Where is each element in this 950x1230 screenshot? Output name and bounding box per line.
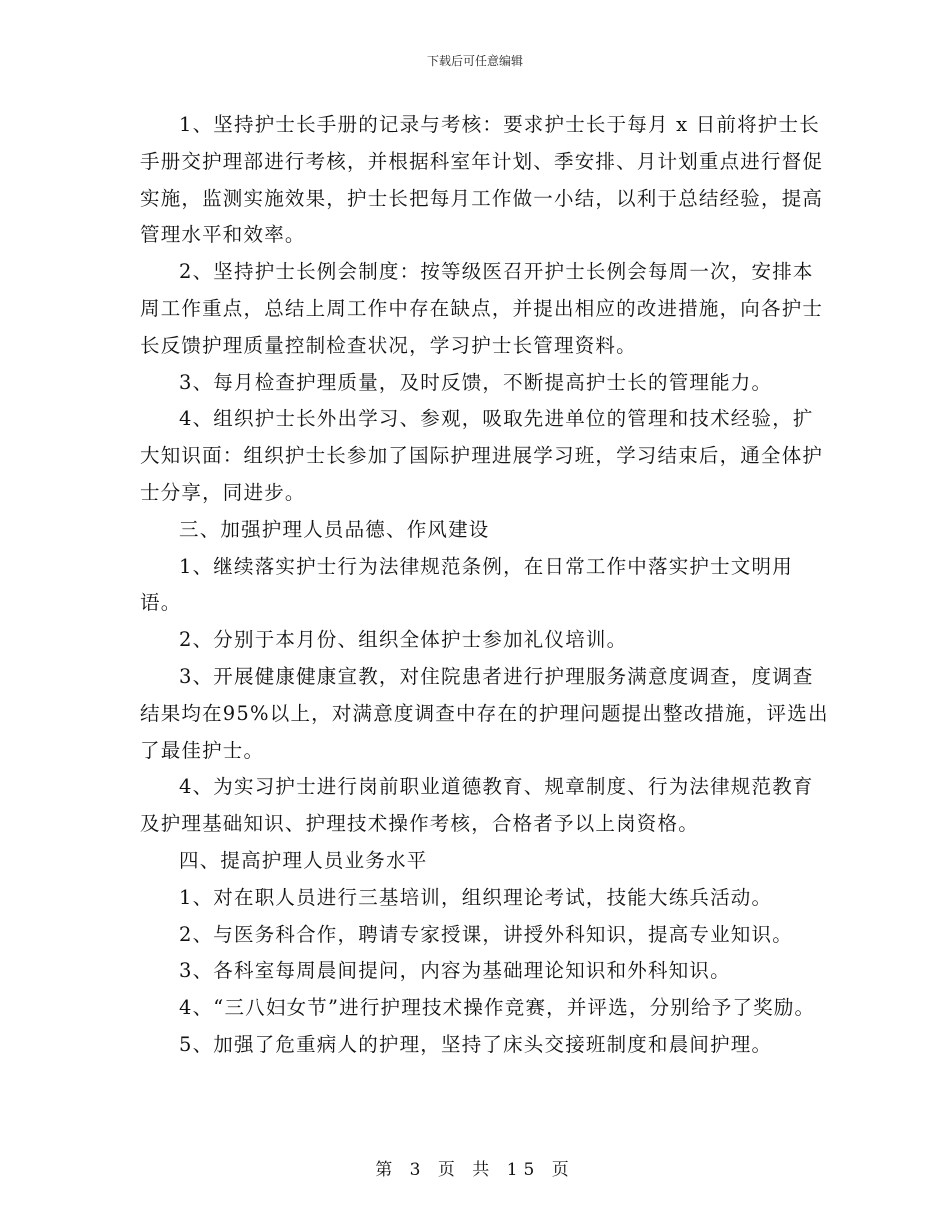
document-body xyxy=(140,107,830,1064)
paragraph: 2、坚持护士长例会制度：按等级医召开护士长例会每周一次，安排本周工作重点，总结上周工作中存在缺点，并提出相应的改进措施，向各护士长反馈护理质量控制检查状况，学习护士长管理资料。 xyxy=(140,260,824,357)
paragraph: 5、加强了危重病人的护理，坚持了床头交接班制度和晨间护理。 xyxy=(179,1032,773,1056)
paragraph: 2、与医务科合作，聘请专家授课，讲授外科知识，提高专业知识。 xyxy=(179,922,793,946)
paragraph: 4、组织护士长外出学习、参观，吸取先进单位的管理和技术经验，扩大知识面：组织护士长参加了国际护理进展学习班，学习结束后，通全体护士分享，同进步。 xyxy=(140,407,824,504)
paragraph: 4、为实习护士进行岗前职业道德教育、规章制度、行为法律规范教育及护理基础知识、护理技术操作考核，合格者予以上岗资格。 xyxy=(140,775,814,836)
paragraph: 3、开展健康健康宣教，对住院患者进行护理服务满意度调查，度调查结果均在95%以上，对满意度调查中存在的护理问题提出整改措施，评选出了最佳护士。 xyxy=(140,664,829,762)
paragraph: 1、坚持护士长手册的记录与考核：要求护士长于每月 x 日前将护士长手册交护理部进行考核，并根据科室年计划、季安排、月计划重点进行督促实施，监测实施效果，护士长把每月工作做一小结，以利于总结经验，提高管理水平和效率。 xyxy=(140,113,824,247)
page-header: 下载后可任意编辑 xyxy=(426,54,523,68)
section-heading: 四、提高护理人员业务水平 xyxy=(179,848,428,872)
paragraph: 1、对在职人员进行三基培训，组织理论考试，技能大练兵活动。 xyxy=(179,885,773,909)
paragraph: 3、每月检查护理质量，及时反馈，不断提高护士长的管理能力。 xyxy=(179,370,773,394)
paragraph: 1、继续落实护士行为法律规范条例，在日常工作中落实护士文明用语。 xyxy=(140,554,793,615)
paragraph: 4、“三八妇女节”进行护理技术操作竞赛，并评选，分别给予了奖励。 xyxy=(179,996,816,1020)
page-number: 第 3 页 共 15 页 xyxy=(375,1160,575,1180)
paragraph: 3、各科室每周晨间提问，内容为基础理论知识和外科知识。 xyxy=(179,959,731,983)
section-heading: 三、加强护理人员品德、作风建设 xyxy=(179,517,490,541)
paragraph: 2、分别于本月份、组织全体护士参加礼仪培训。 xyxy=(179,628,628,652)
